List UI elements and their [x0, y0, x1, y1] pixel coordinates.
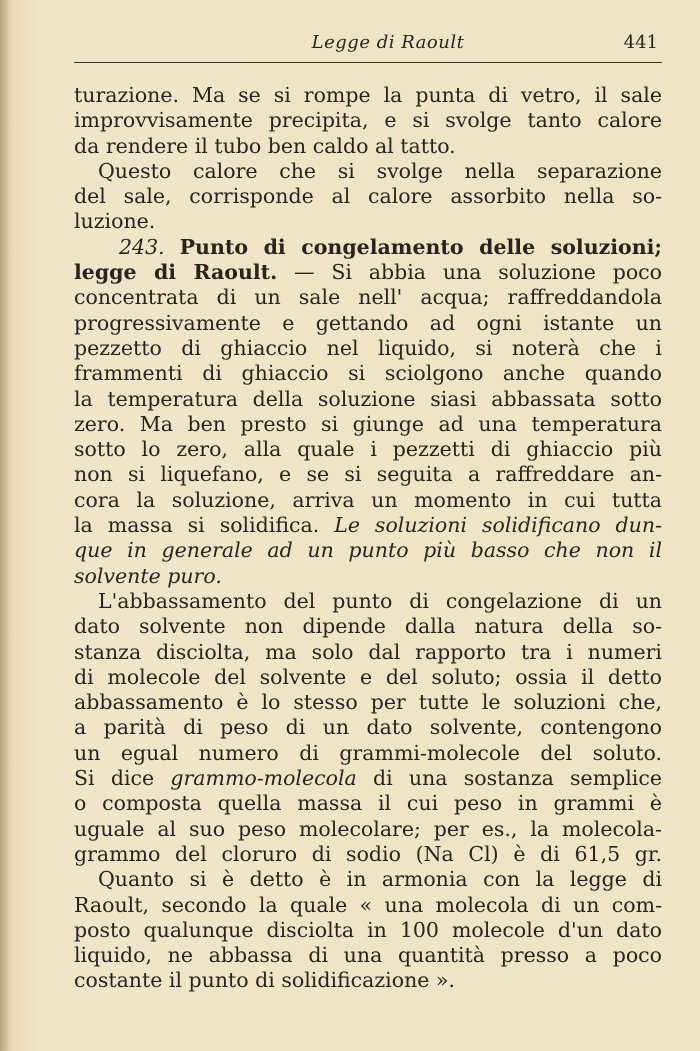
- text-line: abbassamento è lo stesso per tutte le soluzioni che,: [74, 690, 662, 715]
- text-line: o composta quella massa il cui peso in grammi è: [74, 791, 662, 816]
- text-line: que in generale ad un punto più basso che non il: [74, 538, 662, 563]
- section-title: Punto di congelamento delle soluzioni;: [179, 234, 662, 259]
- running-title: Legge di Raoult: [311, 32, 465, 53]
- text-line: L'abbassamento del punto di congelazione di un: [98, 588, 662, 613]
- gutter-shadow: [0, 0, 10, 1051]
- text-line: da rendere il tubo ben caldo al tatto.: [74, 133, 456, 158]
- text-line: grammo del cloruro di sodio (Na Cl) è di 61,5 gr.: [74, 841, 662, 866]
- text-line: cora la soluzione, arriva un momento in cui tutta: [74, 487, 662, 512]
- text-line: del sale, corrisponde al calore assorbito nella so-: [74, 184, 662, 209]
- text-line: legge di Raoult. — Si abbia una soluzione poco: [74, 260, 663, 285]
- section-title-cont: legge di Raoult.: [74, 260, 278, 285]
- page-header: [74, 30, 662, 60]
- text-line: costante il punto di solidificazione ».: [74, 968, 455, 993]
- text-line: turazione. Ma se si rompe la punta di vetro, il sale: [74, 83, 662, 107]
- text-line: Questo calore che si svolge nella separazione: [98, 158, 662, 183]
- text-line: posto qualunque disciolta in 100 molecole d'un dato: [74, 917, 662, 942]
- page-number: 441: [623, 32, 658, 53]
- text-line: Raoult, secondo la quale « una molecola di un com-: [74, 892, 662, 917]
- text-line: luzione.: [74, 209, 156, 234]
- text-line: pezzetto di ghiaccio nel liquido, si noterà che i: [74, 335, 662, 360]
- section-number: 243.: [119, 234, 165, 259]
- text-line: sotto lo zero, alla quale i pezzetti di ghiaccio più: [74, 437, 662, 462]
- text-line: solvente puro.: [74, 563, 222, 588]
- body-text: [74, 83, 662, 994]
- text-line: improvvisamente precipita, e si svolge tanto calore: [74, 108, 662, 133]
- text-line: uguale al suo peso molecolare; per es., la molecola-: [74, 816, 662, 841]
- text-line: Quanto si è detto è in armonia con la legge di: [98, 867, 662, 892]
- text-line: la temperatura della soluzione siasi abbassata sotto: [74, 386, 662, 411]
- section-heading: [74, 235, 662, 260]
- text-line: a parità di peso di un dato solvente, contengono: [74, 715, 662, 740]
- text-line: zero. Ma ben presto si giunge ad una temperatura: [74, 411, 662, 436]
- header-rule: [74, 62, 662, 63]
- text-line: un egual numero di grammi-molecole del soluto.: [74, 740, 662, 765]
- text-line: stanza disciolta, ma solo dal rapporto tra i numeri: [74, 639, 662, 664]
- text-line: di molecole del solvente e del soluto; ossia il detto: [74, 664, 662, 689]
- text-line: liquido, ne abbassa di una quantità presso a poco: [74, 943, 662, 968]
- text-line: non si liquefano, e se si seguita a raffreddare an-: [74, 462, 662, 487]
- text-line: progressivamente e gettando ad ogni istante un: [74, 310, 662, 335]
- text-line: la massa si solidifica. Le soluzioni solidificano dun-: [74, 513, 662, 538]
- text-line: Si dice grammo-molecola di una sostanza semplice: [74, 766, 662, 791]
- text-line: frammenti di ghiaccio si sciolgono anche quando: [74, 361, 662, 386]
- text-line: concentrata di un sale nell' acqua; raffreddandola: [74, 285, 662, 310]
- text-line: dato solvente non dipende dalla natura della so-: [74, 614, 662, 639]
